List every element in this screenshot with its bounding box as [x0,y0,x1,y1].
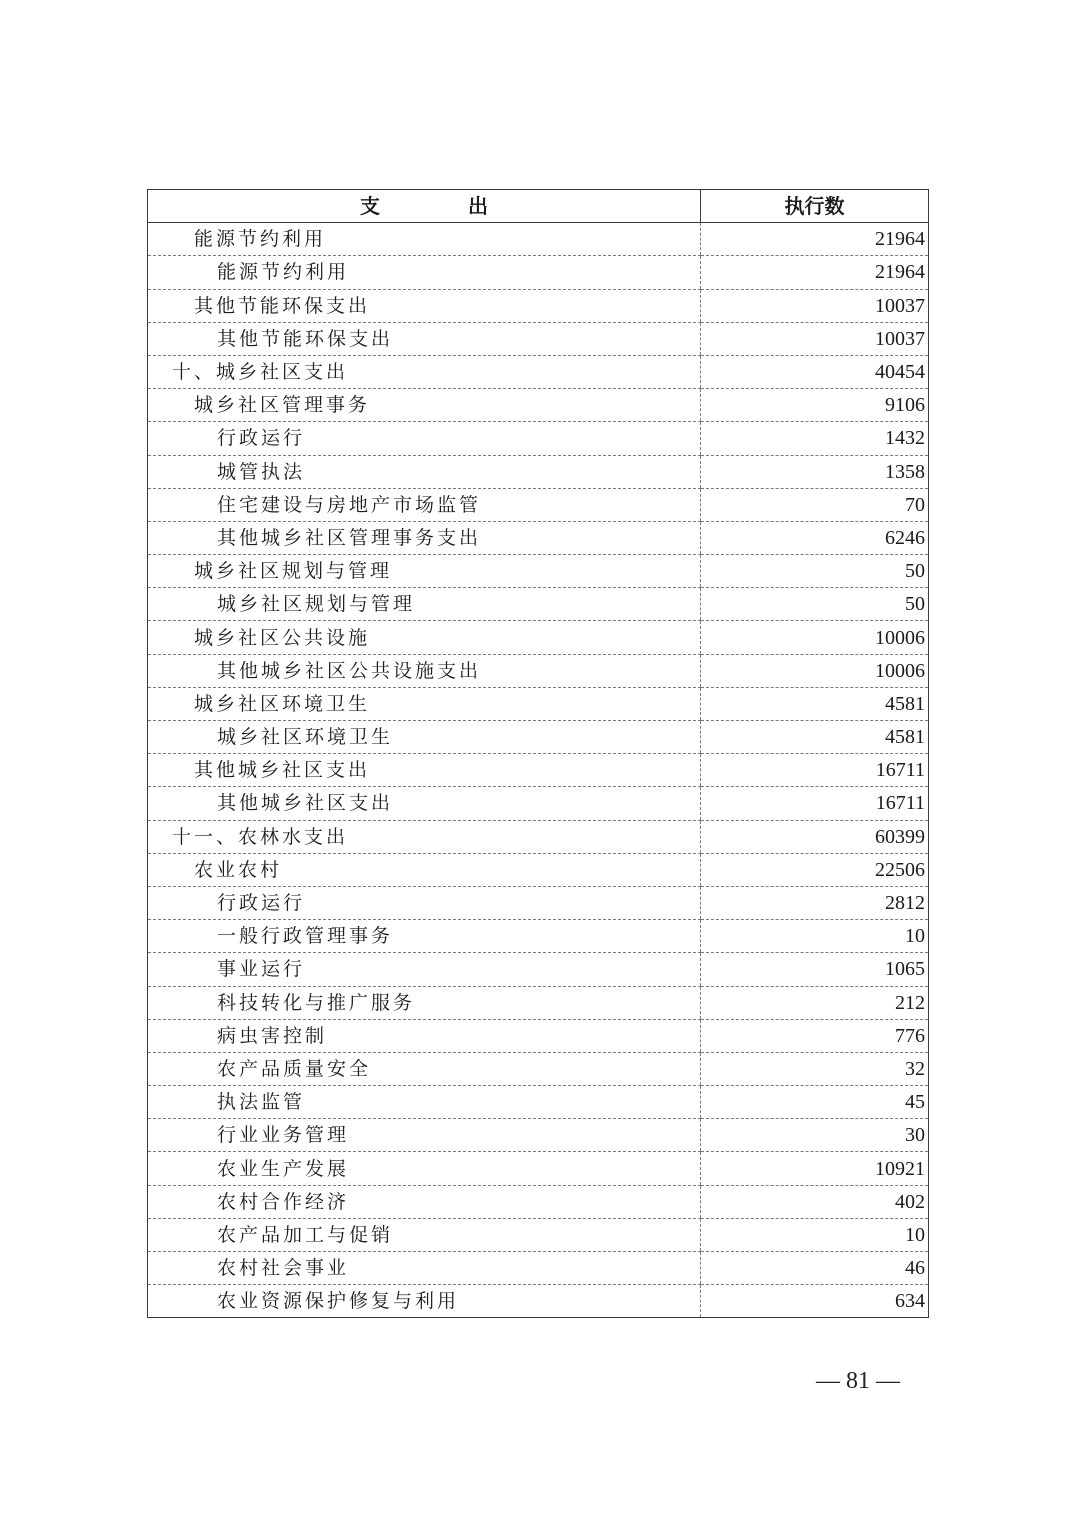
column-header-expenditure: 支出 [148,190,701,223]
row-executed-value: 60399 [701,820,929,853]
row-item-name: 其他城乡社区支出 [148,754,701,787]
row-item-name: 城乡社区规划与管理 [148,588,701,621]
expenditure-table [147,189,929,1318]
row-executed-value: 30 [701,1119,929,1152]
table-row [148,986,929,1019]
row-item-name: 事业运行 [148,953,701,986]
row-item-name: 行政运行 [148,886,701,919]
row-item-name: 其他城乡社区管理事务支出 [148,521,701,554]
row-executed-value: 10 [701,1218,929,1251]
row-item-name: 农产品质量安全 [148,1052,701,1085]
row-item-name: 农村合作经济 [148,1185,701,1218]
table-row [148,1052,929,1085]
table-row [148,1086,929,1119]
table-row [148,953,929,986]
row-item-name: 城乡社区管理事务 [148,389,701,422]
table-row [148,588,929,621]
row-item-name: 能源节约利用 [148,256,701,289]
row-item-name: 农业农村 [148,853,701,886]
row-item-name: 城乡社区环境卫生 [148,687,701,720]
table-row [148,687,929,720]
row-executed-value: 46 [701,1252,929,1285]
row-executed-value: 70 [701,488,929,521]
row-executed-value: 10037 [701,322,929,355]
table-row [148,654,929,687]
table-row [148,555,929,588]
row-item-name: 行业业务管理 [148,1119,701,1152]
table-row [148,289,929,322]
table-row [148,256,929,289]
row-executed-value: 4581 [701,687,929,720]
table-row [148,787,929,820]
table-row [148,621,929,654]
row-item-name: 十一、农林水支出 [148,820,701,853]
row-item-name: 能源节约利用 [148,223,701,256]
table-row [148,754,929,787]
row-executed-value: 45 [701,1086,929,1119]
table-row [148,1019,929,1052]
row-item-name: 其他节能环保支出 [148,322,701,355]
row-executed-value: 32 [701,1052,929,1085]
row-executed-value: 1065 [701,953,929,986]
row-item-name: 农业资源保护修复与利用 [217,1290,460,1313]
table-row [148,721,929,754]
row-executed-value: 40454 [701,355,929,388]
table-row [148,223,929,256]
table-row [148,355,929,388]
table-row [148,1218,929,1251]
row-executed-value: 10 [701,920,929,953]
table-row [148,886,929,919]
row-executed-value: 6246 [701,521,929,554]
row-executed-value: 4581 [701,721,929,754]
row-item-name: 农产品加工与促销 [148,1218,701,1251]
table-row [148,820,929,853]
row-item-name: 行政运行 [148,422,701,455]
row-executed-value: 10006 [701,654,929,687]
row-executed-value: 776 [701,1019,929,1052]
row-item-name: 其他节能环保支出 [148,289,701,322]
row-executed-value: 10006 [701,621,929,654]
row-executed-value: 50 [701,588,929,621]
row-item-name: 一般行政管理事务 [148,920,701,953]
table-row [148,488,929,521]
row-item-name: 病虫害控制 [148,1019,701,1052]
row-executed-value: 16711 [701,787,929,820]
table-row [148,1152,929,1185]
table-row [148,1185,929,1218]
page-number: — 81 — [816,1368,900,1394]
row-executed-value: 2812 [701,886,929,919]
row-item-name: 城乡社区规划与管理 [148,555,701,588]
expenditure-table-container [147,189,928,1318]
row-item-name: 科技转化与推广服务 [148,986,701,1019]
row-executed-value: 9106 [701,389,929,422]
row-executed-value: 402 [701,1185,929,1218]
row-executed-value: 1432 [701,422,929,455]
table-row [148,521,929,554]
row-item-name: 其他城乡社区支出 [148,787,701,820]
header-row [148,190,929,223]
row-executed-value: 10921 [701,1152,929,1185]
row-item-name: 其他城乡社区公共设施支出 [148,654,701,687]
row-executed-value: 21964 [701,256,929,289]
table-row [148,422,929,455]
table-row [148,1285,929,1318]
table-header [148,190,929,223]
row-item-name: 执法监管 [148,1086,701,1119]
table-row [148,1119,929,1152]
table-row [148,322,929,355]
table-row [148,1252,929,1285]
row-item-name: 十、城乡社区支出 [148,355,701,388]
row-executed-value: 212 [701,986,929,1019]
table-row [148,455,929,488]
row-executed-value: 1358 [701,455,929,488]
table-row [148,920,929,953]
row-item-name: 城乡社区环境卫生 [148,721,701,754]
row-executed-value: 22506 [701,853,929,886]
table-row [148,389,929,422]
row-executed-value: 21964 [701,223,929,256]
row-item-name: 城乡社区公共设施 [148,621,701,654]
table-row [148,853,929,886]
row-item-name: 农业生产发展 [148,1152,701,1185]
row-item-name: 城管执法 [148,455,701,488]
row-executed-value: 634 [701,1285,929,1318]
row-item-name: 农村社会事业 [148,1252,701,1285]
table-body [148,223,929,1318]
row-item-name: 住宅建设与房地产市场监管 [148,488,701,521]
row-executed-value: 10037 [701,289,929,322]
row-executed-value: 50 [701,555,929,588]
row-executed-value: 16711 [701,754,929,787]
column-header-executed: 执行数 [701,190,929,223]
